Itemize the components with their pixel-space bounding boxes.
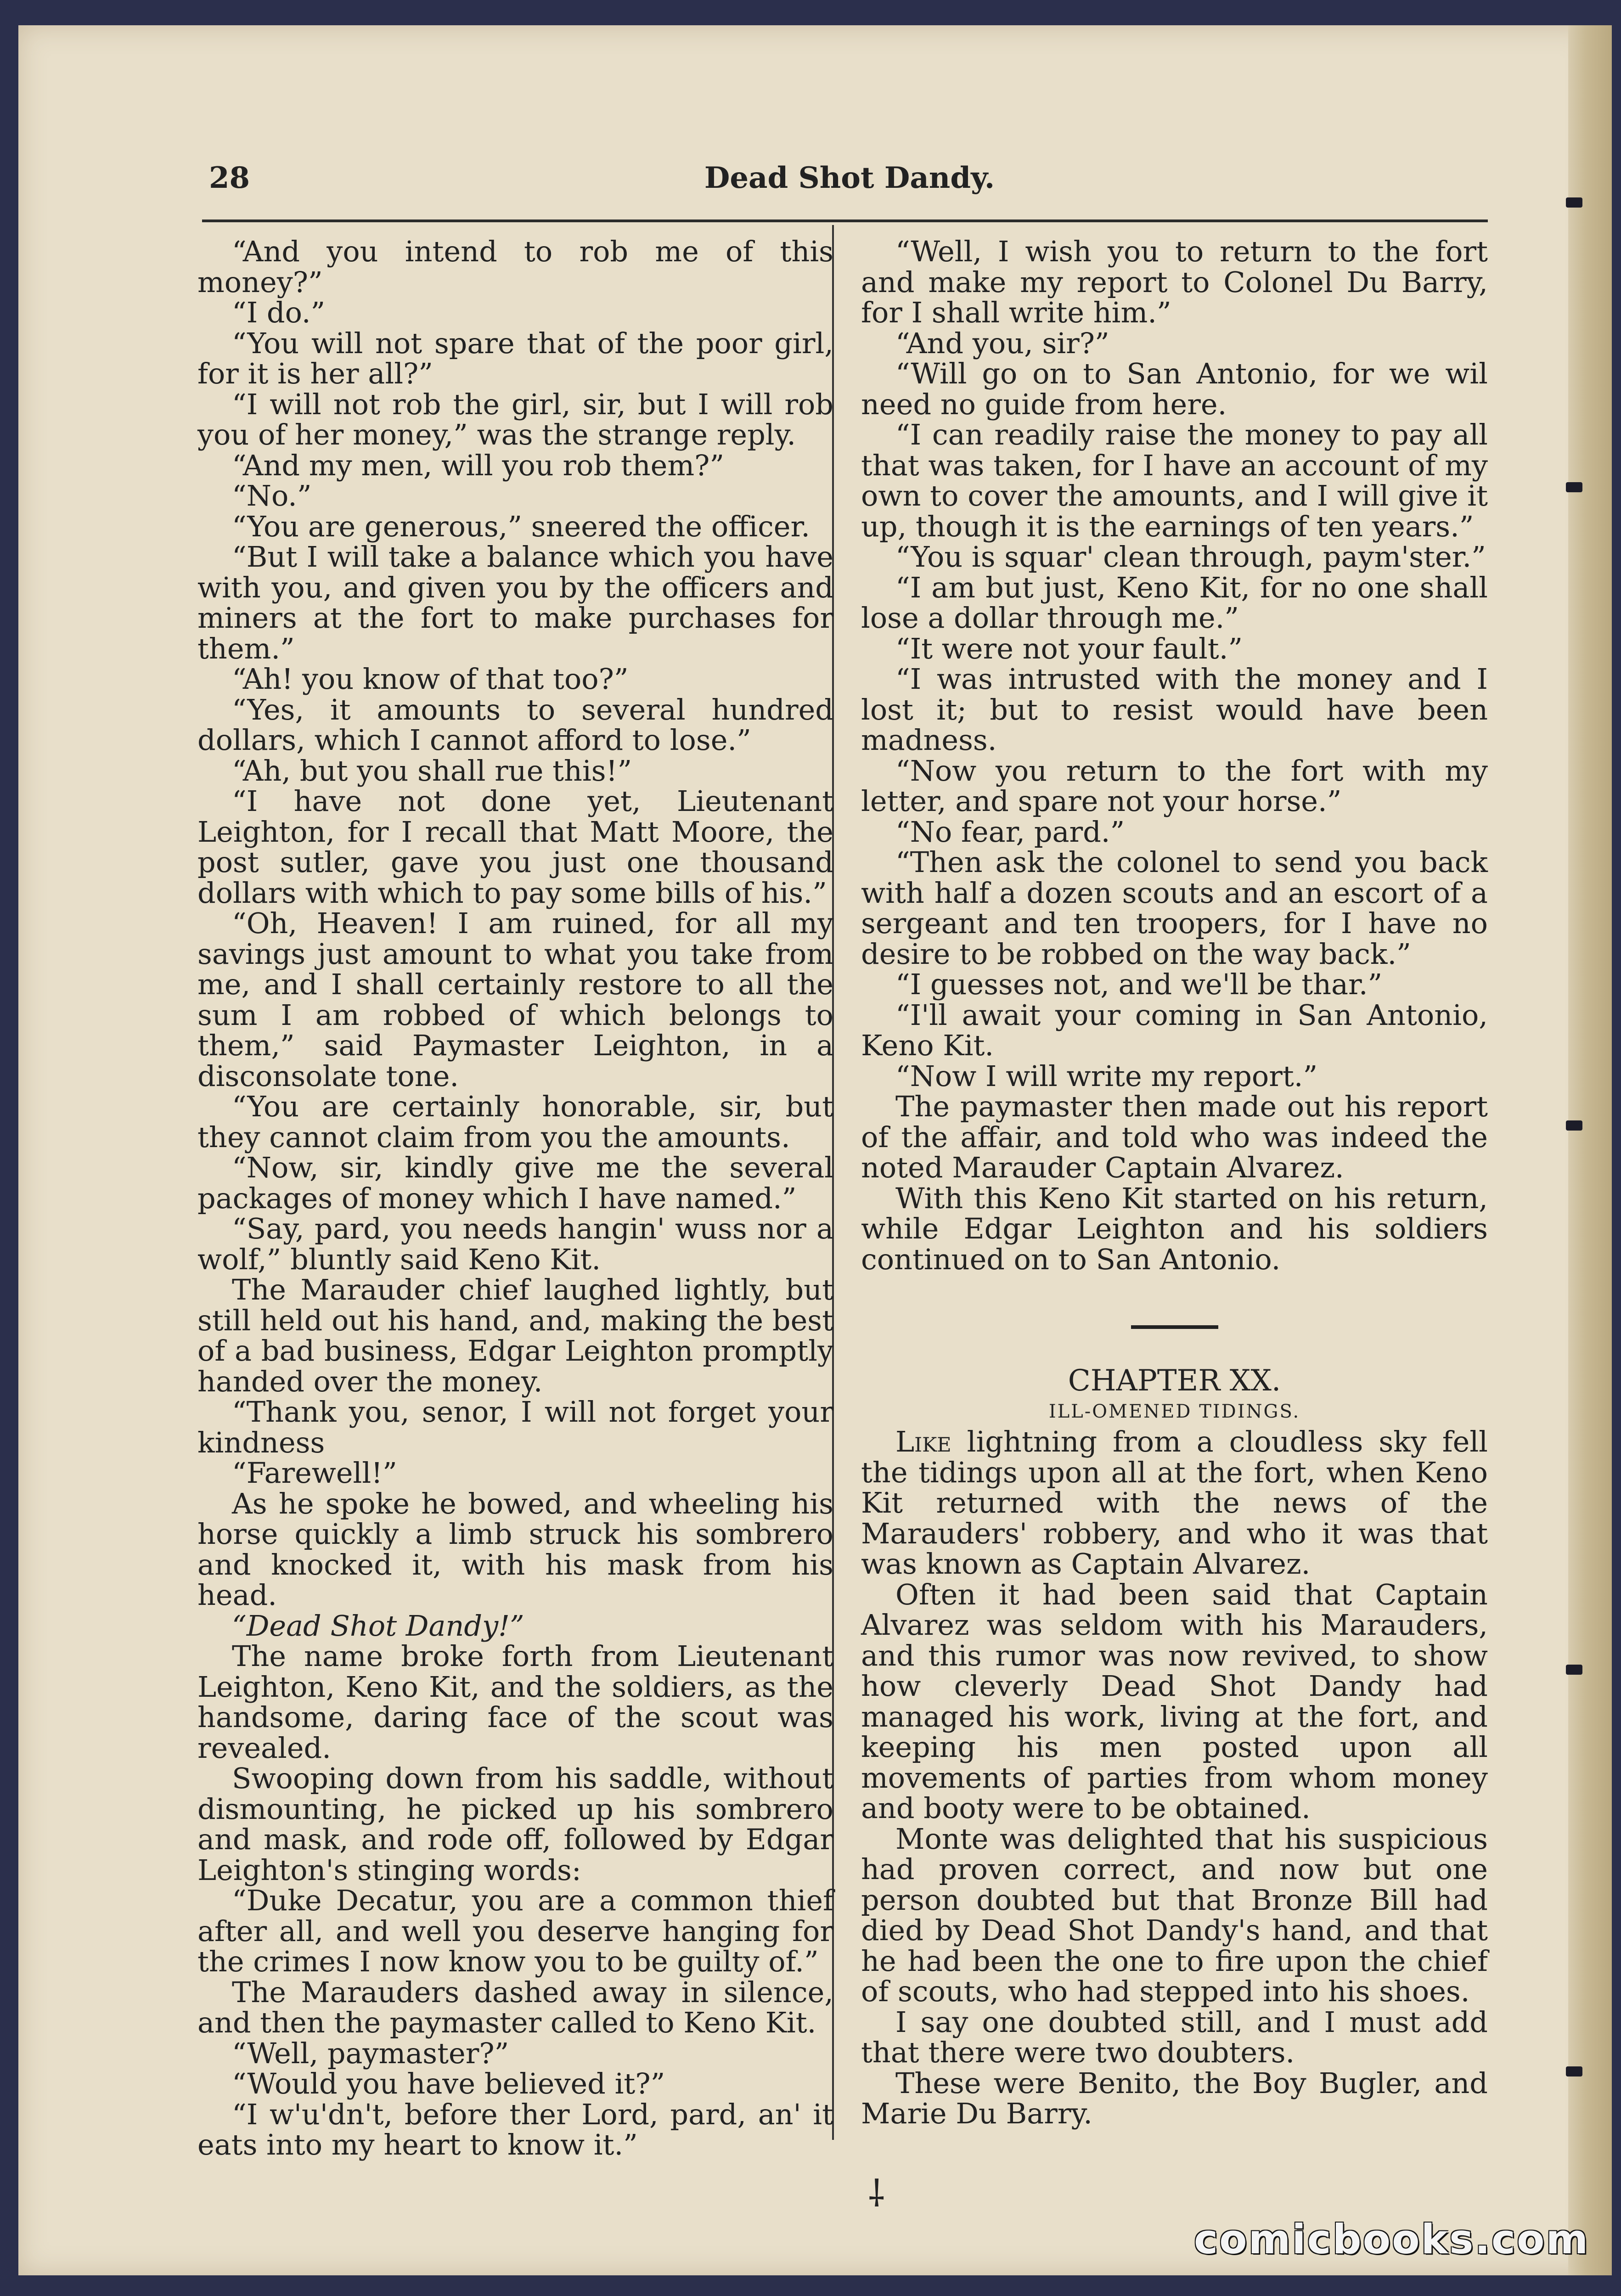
- paragraph: “Would you have believed it?”: [232, 2067, 665, 2100]
- paragraph: “And my men, will you rob them?”: [232, 448, 725, 482]
- right-column: [861, 236, 1488, 2129]
- paragraph: “I w'u'dn't, before ther Lord, pard, an' it eats into my heart to know it.”: [197, 2097, 833, 2161]
- paragraph: “No.”: [232, 479, 312, 512]
- paragraph: I say one doubted still, and I must add that there were two doubters.: [861, 2005, 1488, 2069]
- paragraph: [861, 1427, 1488, 1580]
- binding-mark: [1566, 1665, 1582, 1675]
- paragraph: “You are generous,” sneered the officer.: [232, 509, 810, 543]
- running-title: Dead Shot Dandy.: [704, 161, 995, 195]
- paragraph: As he spoke he bowed, and wheeling his horse quickly a limb struck his sombrero and knocked it, with his mask from his head.: [197, 1486, 833, 1612]
- paragraph: The Marauders dashed away in silence, and then the paymaster called to Keno Kit.: [197, 1975, 833, 2039]
- paragraph: “You is squar' clean through, paym'ster.”: [895, 540, 1486, 574]
- paragraph: “I'll await your coming in San Antonio, Keno Kit.: [861, 998, 1488, 1062]
- paragraph-text: lightning from a cloudless sky fell the tidings upon all at the fort, when Keno Kit returned with the news of the Marauders' robbery, and who it was that was known as Captain Alvarez.: [861, 1425, 1488, 1581]
- paragraph: “No fear, pard.”: [895, 815, 1125, 849]
- paragraph: The paymaster then made out his report of the affair, and told who was indeed the noted Marauder Captain Alvarez.: [861, 1090, 1488, 1184]
- printer-mark: ⸸: [868, 2172, 885, 2215]
- paragraph: These were Benito, the Boy Bugler, and Marie Du Barry.: [861, 2066, 1488, 2130]
- paragraph: “Yes, it amounts to several hundred dollars, which I cannot afford to lose.”: [197, 692, 833, 757]
- paragraph: The name broke forth from Lieutenant Leighton, Keno Kit, and the soldiers, as the handsome, daring face of the scout was revealed.: [197, 1639, 833, 1765]
- paragraph: “Duke Decatur, you are a common thief after all, and well you deserve hanging for the crimes I now know you to be guilty of.”: [197, 1884, 833, 1978]
- paragraph: “I can readily raise the money to pay all that was taken, for I have an account of my own to cover the amounts, and I will give it up, though it is the earnings of ten years.”: [861, 418, 1488, 543]
- paragraph: “But I will take a balance which you have with you, and given you by the officers and miners at the fort to make purchases for them.”: [197, 540, 833, 665]
- chapter-title: CHAPTER XX.: [1068, 1364, 1281, 1398]
- paragraph: “You will not spare that of the poor girl, for it is her all?”: [197, 326, 833, 390]
- paragraph: “Dead Shot Dandy!”: [232, 1609, 524, 1643]
- page-edge: [1568, 25, 1612, 2275]
- watermark: comicbooks.com: [1194, 2216, 1590, 2263]
- paragraph: “Say, pard, you needs hangin' wuss nor a wolf,” bluntly said Keno Kit.: [197, 1212, 833, 1276]
- page-number: 28: [209, 161, 250, 195]
- paragraph: “And you, sir?”: [895, 326, 1109, 360]
- paragraph: “Ah, but you shall rue this!”: [232, 754, 632, 788]
- left-column: [197, 236, 833, 2161]
- binding-mark: [1566, 197, 1582, 208]
- paragraph: “And you intend to rob me of this money?”: [197, 235, 833, 299]
- paragraph: “I guesses not, and we'll be thar.”: [895, 968, 1383, 1001]
- paragraph: “I am but just, Keno Kit, for no one shall lose a dollar through me.”: [861, 570, 1488, 635]
- chapter-divider: [1131, 1325, 1218, 1329]
- binding-mark: [1566, 2066, 1582, 2077]
- paragraph: “Now I will write my report.”: [895, 1059, 1318, 1093]
- paragraph: “Oh, Heaven! I am ruined, for all my savings just amount to what you take from me, and I shall certainly restore to all the sum I am robbed of which belongs to them,” said Paymaster Leighton, in a disconsolate tone.: [197, 906, 833, 1093]
- paragraph: “Now, sir, kindly give me the several packages of money which I have named.”: [197, 1151, 833, 1215]
- paragraph: “I will not rob the girl, sir, but I will rob you of her money,” was the strange reply.: [197, 387, 833, 451]
- paragraph: Swooping down from his saddle, without dismounting, he picked up his sombrero and mask, and rode off, followed by Edgar Leighton's stinging words:: [197, 1761, 833, 1887]
- header-rule: [202, 219, 1488, 222]
- paragraph: “It were not your fault.”: [895, 631, 1243, 665]
- paragraph: “Thank you, senor, I will not forget your kindness: [197, 1395, 833, 1459]
- paragraph: “Will go on to San Antonio, for we wil need no guide from here.: [861, 357, 1488, 421]
- paragraph: Often it had been said that Captain Alvarez was seldom with his Marauders, and this rumor was now revived, to show how cleverly Dead Shot Dandy had managed his work, living at the fort, and keeping his men posted upon all movements of parties from whom money and booty were to be obtained.: [861, 1577, 1488, 1825]
- binding-mark: [1566, 1120, 1582, 1131]
- paragraph: “Ah! you know of that too?”: [232, 662, 629, 696]
- paragraph: “You are certainly honorable, sir, but they cannot claim from you the amounts.: [197, 1090, 833, 1154]
- paragraph: “Now you return to the fort with my letter, and spare not your horse.”: [861, 754, 1488, 818]
- chapter-subtitle: ILL-OMENED TIDINGS.: [1048, 1401, 1300, 1422]
- paragraph: “Farewell!”: [232, 1456, 397, 1490]
- paragraph: “Well, I wish you to return to the fort and make my report to Colonel Du Barry, for I shall write him.”: [861, 235, 1488, 329]
- paragraph: Monte was delighted that his suspicious had proven correct, and now but one person doubted but that Bronze Bill had died by Dead Shot Dandy's hand, and that he had been the one to fire upon the chief of scouts, who had stepped into his shoes.: [861, 1822, 1488, 2008]
- paragraph: “I was intrusted with the money and I lost it; but to resist would have been madness.: [861, 662, 1488, 757]
- drop-word: Like: [895, 1425, 951, 1458]
- paragraph: “I have not done yet, Lieutenant Leighton, for I recall that Matt Moore, the post sutler, gave you just one thousand dollars with which to pay some bills of his.”: [197, 784, 833, 910]
- paragraph: “Well, paymaster?”: [232, 2036, 509, 2070]
- paragraph: With this Keno Kit started on his return, while Edgar Leighton and his soldiers continued on to San Antonio.: [861, 1181, 1488, 1276]
- paragraph: “Then ask the colonel to send you back with half a dozen scouts and an escort of a sergeant and ten troopers, for I have no desire to be robbed on the way back.”: [861, 845, 1488, 971]
- paragraph: “I do.”: [232, 296, 326, 329]
- paragraph: The Marauder chief laughed lightly, but still held out his hand, and, making the best of a bad business, Edgar Leighton promptly handed over the money.: [197, 1273, 833, 1398]
- binding-mark: [1566, 482, 1582, 492]
